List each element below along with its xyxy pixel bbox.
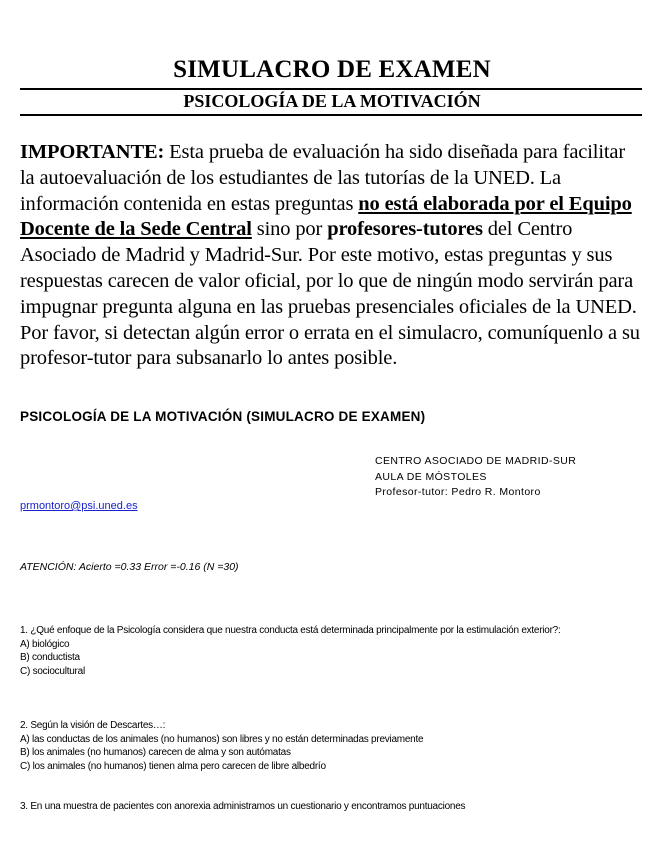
question-option: C) sociocultural xyxy=(20,665,85,677)
centro-info xyxy=(375,454,576,501)
question-1 xyxy=(20,624,650,678)
question-option: C) los animales (no humanos) tienen alma pero carecen de libre albedrío xyxy=(20,760,326,772)
question-3 xyxy=(20,800,644,814)
question-option: B) conductista xyxy=(20,652,80,663)
email-link[interactable]: prmontoro@psi.uned.es xyxy=(20,500,138,512)
question-option: B) los animales (no humanos) carecen de alma y son autómatas xyxy=(20,747,291,758)
scoring-note: ATENCIÓN: Acierto =0.33 Error =-0.16 (N =30) xyxy=(20,561,239,573)
question-2 xyxy=(20,719,650,773)
title-rule-bottom xyxy=(20,114,642,116)
important-notice xyxy=(20,140,640,372)
centro-line-3: Profesor-tutor: Pedro R. Montoro xyxy=(375,486,541,498)
question-option: A) las conductas de los animales (no humanos) son libres y no están determinadas previamente xyxy=(20,733,424,745)
question-stem: 1. ¿Qué enfoque de la Psicología considera que nuestra conducta está determinada principalmente por la estimulación exterior?: xyxy=(20,625,561,636)
important-text-3: del Centro Asociado de Madrid y Madrid-Sur. Por este motivo, estas preguntas y sus respuestas carecen de valor oficial, por lo que de ningún modo servirán para impugnar pregunta alguna en las pruebas presenciales oficiales de la UNED. Por favor, si detectan algún error o errata en el simulacro, comuníquenlo a su profesor-tutor para subsanarlo lo antes posible. xyxy=(20,218,640,370)
important-label: IMPORTANTE: xyxy=(20,141,165,163)
centro-line-1: CENTRO ASOCIADO DE MADRID-SUR xyxy=(375,455,577,467)
section-heading: PSICOLOGÍA DE LA MOTIVACIÓN (SIMULACRO DE EXAMEN) xyxy=(20,409,426,424)
page-subtitle: PSICOLOGÍA DE LA MOTIVACIÓN xyxy=(183,91,481,111)
important-text-1: Esta prueba de evaluación ha sido diseñada para facilitar la autoevaluación de los estudiantes de las tutorías de la UNED. La información contenida en estas preguntas xyxy=(20,141,626,215)
title-rule-top xyxy=(20,88,642,90)
important-text-2: sino por xyxy=(251,218,328,241)
page-title: SIMULACRO DE EXAMEN xyxy=(173,56,491,83)
question-stem: 3. En una muestra de pacientes con anorexia administramos un cuestionario y encontramos puntuaciones xyxy=(20,801,466,812)
question-option: A) biológico xyxy=(20,638,70,650)
important-bold-tutores: profesores-tutores xyxy=(327,218,483,241)
question-stem: 2. Según la visión de Descartes…: xyxy=(20,720,166,731)
centro-line-2: AULA DE MÓSTOLES xyxy=(375,470,487,483)
important-underlined: no está elaborada por el Equipo Docente de la Sede Central xyxy=(20,192,632,241)
